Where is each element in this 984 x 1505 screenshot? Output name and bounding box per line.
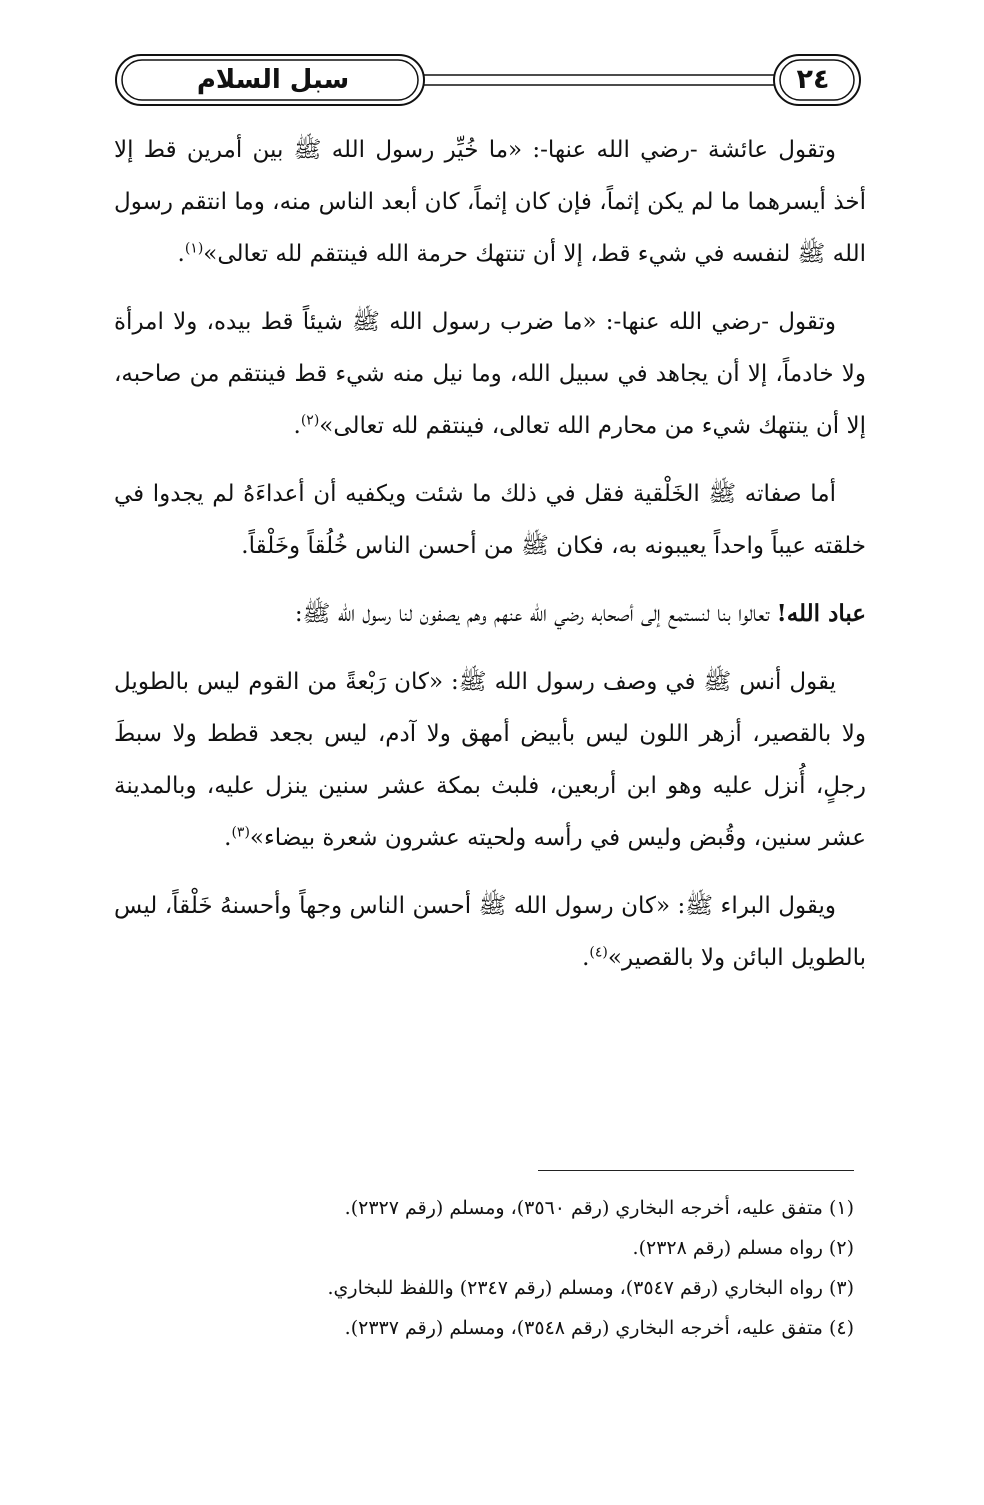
footnote-4: (٤) متفق عليه، أخرجه البخاري (رقم ٣٥٤٨)، ومسلم (رقم ٢٣٣٧).: [344, 1317, 854, 1339]
paragraph-text: وتقول عائشة -رضي الله عنها-: «ما خُيِّر رسول الله ﷺ بين أمرين قط إلا أخذ أيسرهما ما لم يكن إثماً، فإن كان إثماً، كان أبعد الناس منه، وما انتقم رسول الله ﷺ لنفسه في شيء قط، إلا أن تنتهك حرمة الله فينتقم لله تعالى»: [114, 137, 866, 267]
paragraph-physical-traits: أما صفاته ﷺ الخَلْقية فقل في ذلك ما شئت ويكفيه أن أعداءَهُ لم يجدوا في خلقته عيباً واحداً يعيبونه به، فكان ﷺ من أحسن الناس خُلُقاً وخَلْقاً.: [114, 481, 866, 559]
paragraph-text: وتقول -رضي الله عنها-: «ما ضرب رسول الله ﷺ شيئاً قط بيده، ولا امرأة ولا خادماً، إلا أن يجاهد في سبيل الله، وما نيل منه شيء قط فينتقم من صاحبه، إلا أن ينتهك شيء من محارم الله تعالى، فينتقم لله تعالى»: [114, 309, 866, 439]
footnote-ref: (١): [184, 240, 204, 257]
main-text: [114, 124, 866, 1000]
paragraph-companions-intro: [114, 588, 866, 640]
footnote-ref: (٤): [589, 944, 608, 961]
period: .: [224, 825, 232, 851]
paragraph-aisha-choice: [114, 124, 866, 280]
footnotes: [114, 1188, 854, 1348]
footnote-2: (٢) رواه مسلم (رقم ٢٣٢٨).: [632, 1237, 854, 1259]
page-header: [112, 52, 864, 108]
paragraph-bara: [114, 880, 866, 984]
paragraph-aisha-never-struck: [114, 296, 866, 452]
paragraph-text: يقول أنس ﷺ في وصف رسول الله ﷺ: «كان رَبْعةً من القوم ليس بالطويل ولا بالقصير، أزهر اللون ليس بأبيض أمهق ولا آدم، ليس بجعد قطط ولا سبطَ رجلٍ، أُنزل عليه وهو ابن أربعين، فلبث بمكة عشر سنين ينزل عليه، وبالمدينة عشر سنين، وقُبض وليس في رأسه ولحيته عشرون شعرة بيضاء»: [114, 669, 866, 851]
period: .: [177, 241, 185, 267]
footnote-1: (١) متفق عليه، أخرجه البخاري (رقم ٣٥٦٠)، ومسلم (رقم ٢٣٢٧).: [344, 1197, 854, 1219]
page-number: ٢٤: [796, 64, 830, 95]
paragraph-text: تعالوا بنا لنستمع إلى أصحابه رضي الله عنهم وهم يصفون لنا رسول الله ﷺ:: [294, 601, 777, 627]
footnote-ref: (٣): [231, 824, 250, 841]
footnote-3: (٣) رواه البخاري (رقم ٣٥٤٧)، ومسلم (رقم ٢٣٤٧) واللفظ للبخاري.: [327, 1277, 854, 1299]
paragraph-lead: عباد الله!: [776, 600, 866, 627]
period: .: [293, 413, 301, 439]
paragraph-text: ويقول البراء ﷺ: «كان رسول الله ﷺ أحسن الناس وجهاً وأحسنهُ خَلْقاً، ليس بالطويل البائن ولا بالقصير»: [114, 893, 866, 971]
book-title: سبل السلام: [196, 65, 350, 95]
footnote-separator: [538, 1170, 854, 1171]
footnote-ref: (٢): [300, 412, 320, 429]
period: .: [582, 945, 590, 971]
paragraph-anas: [114, 656, 866, 864]
